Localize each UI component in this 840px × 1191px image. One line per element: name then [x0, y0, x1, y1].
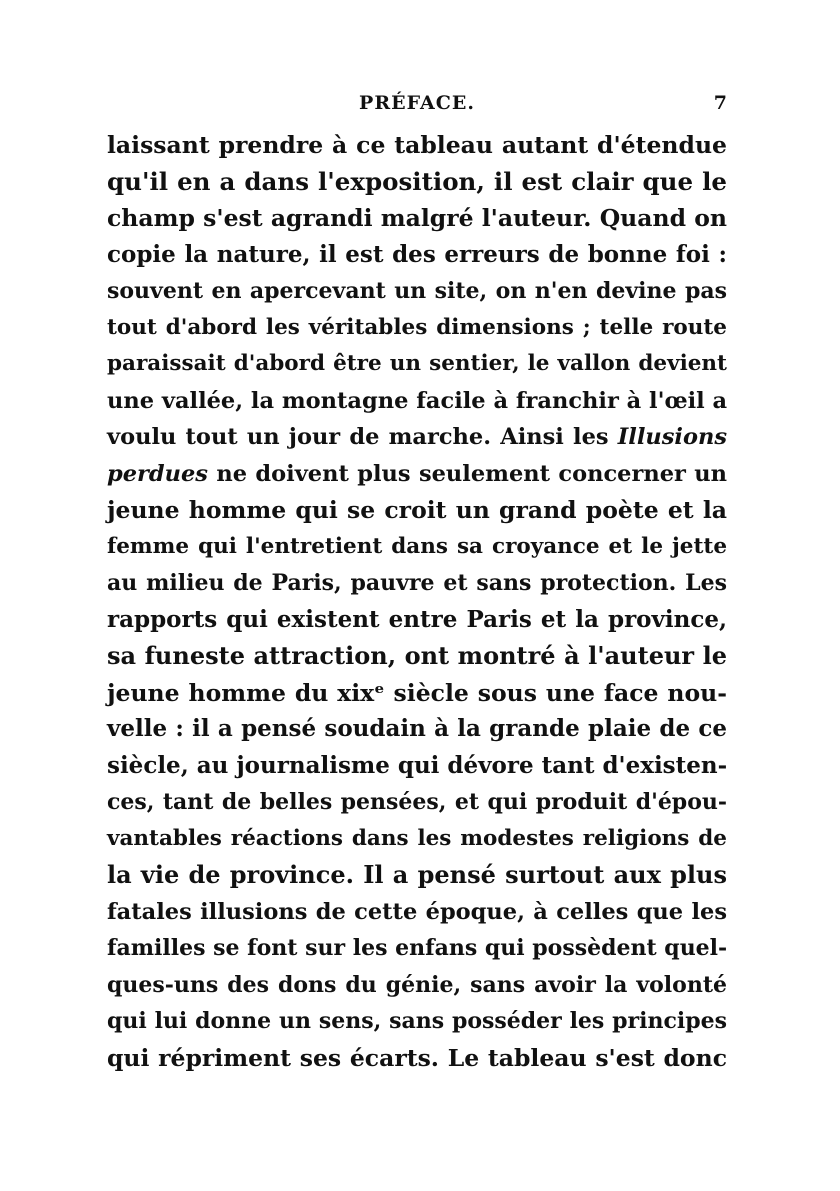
text-line: une vallée, la montagne facile à franchir à l'œil a — [107, 387, 728, 414]
text-line: jeune homme qui se croit un grand poète et la — [107, 496, 727, 524]
text-line: champ s'est agrandi malgré l'auteur. Quand on — [107, 204, 727, 232]
text-line: jeune homme du xixᵉ siècle sous une face nou- — [107, 678, 727, 707]
italic-title-part: Illusions — [617, 424, 727, 450]
text-line: ces, tant de belles pensées, et qui produit d'épou- — [107, 789, 727, 815]
text-line: qui répriment ses écarts. Le tableau s'est donc — [107, 1043, 727, 1072]
text-line: femme qui l'entretient dans sa croyance et le jette — [107, 533, 727, 559]
running-head — [107, 92, 727, 122]
text-segment: ne doivent plus seulement concerner un — [216, 460, 727, 487]
body-text — [107, 127, 727, 1076]
running-title: PRÉFACE. — [359, 92, 475, 114]
text-line: ques-uns des dons du génie, sans avoir la volonté — [107, 971, 727, 998]
text-line: copie la nature, il est des erreurs de bonne foi : — [107, 240, 727, 268]
text-line: tout d'abord les véritables dimensions ; telle route — [107, 314, 727, 340]
text-line: siècle, au journalisme qui dévore tant d'existen- — [107, 751, 728, 779]
text-line: laissant prendre à ce tableau autant d'étendue — [107, 131, 727, 159]
page-number: 7 — [713, 92, 727, 114]
text-segment: voulu tout un jour de marche. Ainsi les — [107, 424, 609, 450]
text-line: qu'il en a dans l'exposition, il est clair que le — [107, 166, 727, 196]
text-line: sa funeste attraction, ont montré à l'auteur le — [107, 641, 727, 670]
text-line: fatales illusions de cette époque, à celles que les — [107, 898, 727, 925]
text-line: rapports qui existent entre Paris et la province, — [107, 605, 727, 633]
text-line: velle : il a pensé soudain à la grande plaie de ce — [107, 715, 727, 742]
text-line: qui lui donne un sens, sans posséder les principes — [107, 1008, 727, 1034]
text-line: paraissait d'abord être un sentier, le vallon devient — [107, 351, 727, 376]
text-line: vantables réactions dans les modestes religions de — [107, 825, 727, 851]
text-line: souvent en apercevant un site, on n'en devine pas — [107, 278, 727, 304]
text-line-with-italic — [107, 456, 727, 493]
italic-title-part: perdues — [107, 460, 208, 487]
text-line: au milieu de Paris, pauvre et sans protection. Les — [107, 570, 727, 596]
text-line-with-italic — [107, 419, 727, 456]
text-line: la vie de province. Il a pensé surtout aux plus — [107, 860, 727, 889]
text-line: familles se font sur les enfans qui possèdent quel- — [107, 935, 728, 961]
